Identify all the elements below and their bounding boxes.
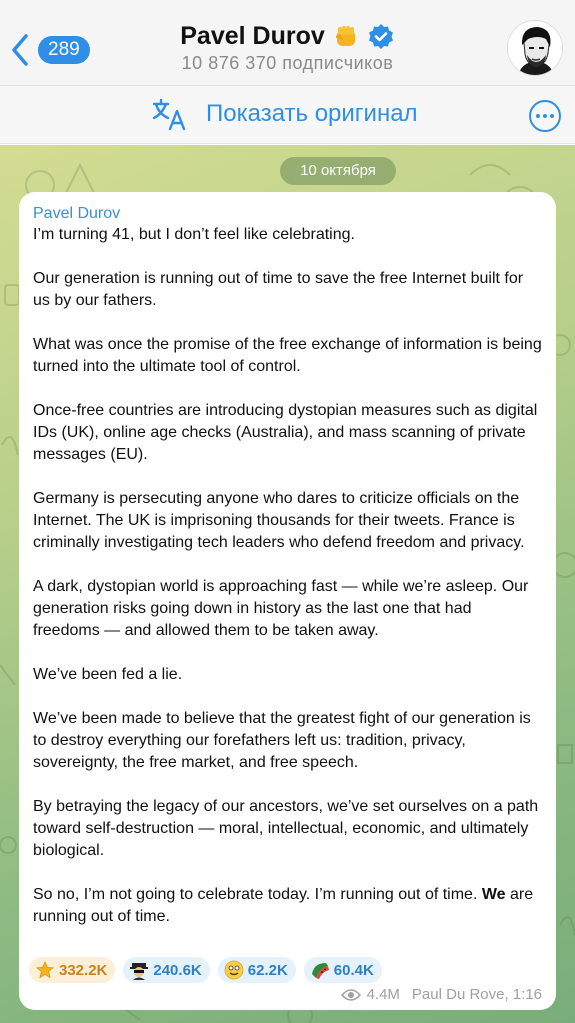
- post-paragraph: By betraying the legacy of our ancestors, we’ve set ourselves on a path toward self-destruction — moral, intellectual, economic, and ultimately biological.: [33, 798, 539, 859]
- more-options-button[interactable]: [529, 100, 561, 132]
- channel-title-area[interactable]: [0, 22, 575, 74]
- reaction-star[interactable]: [29, 957, 115, 983]
- melon-emoji-icon: [310, 960, 330, 980]
- show-original-button[interactable]: [150, 96, 418, 132]
- post-paragraph: What was once the promise of the free exchange of information is being turned into the ultimate tool of control.: [33, 336, 542, 375]
- chat-header: [0, 0, 575, 86]
- post-paragraph: Once-free countries are introducing dystopian measures such as digital IDs (UK), online age checks (Australia), and mass scanning of private messages (EU).: [33, 402, 538, 463]
- channel-title: Pavel Durov: [180, 22, 325, 50]
- reaction-smiley[interactable]: [218, 957, 296, 983]
- post-paragraph: We’ve been fed a lie.: [33, 666, 183, 683]
- date-separator: 10 октября: [280, 157, 396, 185]
- reaction-count: 240.6K: [153, 961, 202, 979]
- reaction-melon[interactable]: [304, 957, 382, 983]
- channel-post-bubble[interactable]: [19, 192, 556, 1010]
- reaction-count: 332.2K: [59, 961, 108, 979]
- post-paragraph: I’m turning 41, but I don’t feel like celebrating.: [33, 226, 355, 243]
- more-dots-icon: [536, 114, 540, 118]
- star-icon: [35, 960, 55, 980]
- reactions-row: [29, 957, 382, 983]
- raised-fist-icon: [333, 24, 359, 50]
- post-paragraph: A dark, dystopian world is approaching fast — while we’re asleep. Our generation risks going down in history as the last one that had freedoms — and allowed them to be taken away.: [33, 578, 529, 639]
- unread-count-badge: 289: [38, 36, 90, 64]
- avatar-portrait-icon: [508, 21, 563, 76]
- post-author[interactable]: Pavel Durov: [33, 205, 121, 222]
- reaction-count: 62.2K: [247, 961, 288, 979]
- translate-icon: [150, 96, 190, 132]
- reaction-count: 60.4K: [333, 961, 374, 979]
- chat-area[interactable]: [0, 145, 575, 1023]
- post-text: [33, 224, 542, 928]
- final-text-plain: So no, I’m not going to celebrate today. I’m running out of time.: [33, 886, 482, 903]
- verified-badge-icon: [367, 23, 395, 51]
- subscriber-count: 10 876 370 подписчиков: [181, 53, 394, 73]
- spy-emoji-icon: [129, 960, 149, 980]
- post-paragraph: We’ve been made to believe that the greatest fight of our generation is to destroy everything our forefathers left us: tradition, privacy, sovereignty, the free market, and free speech.: [33, 710, 531, 771]
- post-meta: [341, 986, 542, 1003]
- smiley-emoji-icon: [224, 960, 244, 980]
- more-dot: [543, 114, 547, 118]
- eye-icon: [341, 988, 361, 1002]
- reaction-spy[interactable]: [123, 957, 209, 983]
- show-original-label: Показать оригинал: [206, 100, 418, 127]
- post-paragraph-final: [33, 884, 542, 928]
- post-signature-time: Paul Du Rove, 1:16: [411, 986, 542, 1003]
- final-text-tail: are running out of time.: [33, 886, 534, 925]
- post-paragraph: Germany is persecuting anyone who dares to criticize officials on the Internet. The UK is imprisoning thousands for their tweets. France is criminally investigating tech leaders who defend freedom and privacy.: [33, 490, 525, 551]
- channel-avatar[interactable]: [507, 20, 563, 76]
- view-count: 4.4M: [366, 986, 400, 1003]
- post-paragraph: Our generation is running out of time to save the free Internet built for us by our fathers.: [33, 270, 524, 309]
- final-text-bold: We: [481, 886, 506, 903]
- translate-bar: [0, 86, 575, 144]
- more-dot: [550, 114, 554, 118]
